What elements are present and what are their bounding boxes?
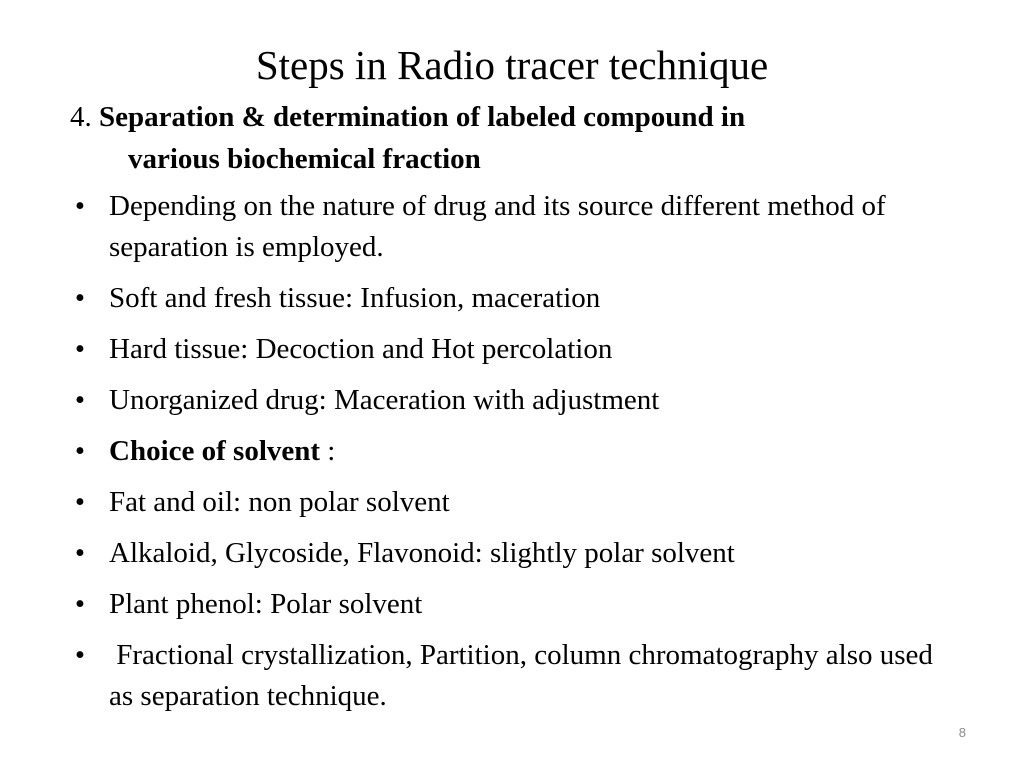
bullet-dot-icon: • — [74, 537, 86, 569]
bullet-dot-icon: • — [74, 486, 86, 518]
section-number: 4. — [70, 101, 92, 133]
bullet-item — [70, 186, 950, 268]
bullet-item — [70, 329, 950, 370]
bullet-dot-icon: • — [74, 435, 86, 467]
bullet-text: Plant phenol: Polar solvent — [109, 588, 423, 620]
bullet-item — [70, 635, 950, 717]
bullet-text: Fat and oil: non polar solvent — [109, 486, 450, 518]
bullet-text: Unorganized drug: Maceration with adjustment — [109, 384, 660, 416]
bullet-bold-text: Choice of solvent — [109, 435, 321, 467]
bullet-text: Alkaloid, Glycoside, Flavonoid: slightly polar solvent — [109, 537, 735, 569]
bullet-dot-icon: • — [74, 333, 86, 365]
bullet-text: Fractional crystallization, Partition, column chromatography also used as separation technique. — [109, 639, 941, 712]
section-heading-line2: various biochemical fraction — [128, 143, 481, 175]
bullet-item — [70, 278, 950, 319]
bullet-dot-icon: • — [74, 384, 86, 416]
bullet-text: Depending on the nature of drug and its source different method of separation is employed. — [109, 190, 886, 263]
bullet-text: Soft and fresh tissue: Infusion, maceration — [109, 282, 601, 314]
bullet-item — [70, 380, 950, 421]
bullet-item — [70, 431, 950, 472]
bullet-list — [70, 186, 950, 717]
bullet-item — [70, 584, 950, 625]
bullet-text: Hard tissue: Decoction and Hot percolation — [109, 333, 613, 365]
bullet-dot-icon: • — [74, 639, 86, 671]
bullet-dot-icon: • — [74, 190, 86, 222]
bullet-item — [70, 533, 950, 574]
section-heading — [70, 96, 950, 180]
bullet-dot-icon: • — [74, 588, 86, 620]
slide-title: Steps in Radio tracer technique — [255, 42, 769, 88]
section-heading-line1: Separation & determination of labeled compound in — [99, 101, 746, 133]
bullet-item — [70, 482, 950, 523]
page-number: 8 — [958, 725, 966, 740]
slide-content — [70, 96, 950, 727]
bullet-text: : — [320, 435, 336, 467]
bullet-dot-icon: • — [74, 282, 86, 314]
